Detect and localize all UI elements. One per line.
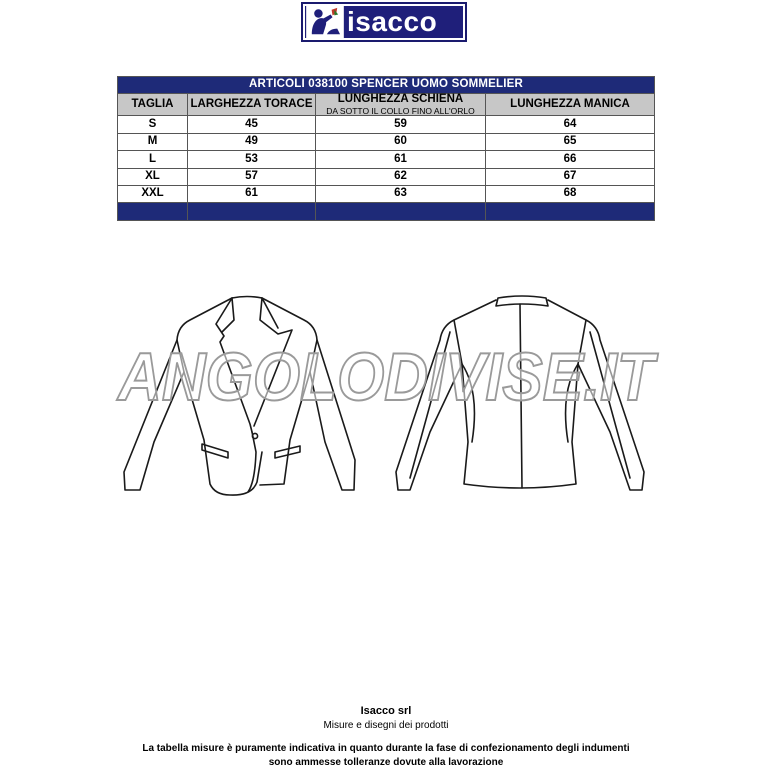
header-lunghezza-label: LUNGHEZZA SCHIENA [337, 93, 464, 106]
cell-chest: 45 [188, 116, 316, 133]
table-footer-band [118, 203, 655, 220]
cell-sleeve: 68 [486, 185, 655, 202]
logo-text: isacco [347, 6, 438, 37]
disclaimer-note [0, 742, 772, 770]
header-lunghezza [316, 94, 486, 116]
disclaimer-line-2: sono ammesse tolleranze dovute alla lavorazione [268, 757, 504, 768]
header-manica: LUNGHEZZA MANICA [486, 94, 655, 116]
table-row [118, 133, 655, 150]
cell-back: 59 [316, 116, 486, 133]
table-row [118, 116, 655, 133]
cell-chest: 53 [188, 151, 316, 168]
company-name: Isacco srl [360, 705, 412, 717]
footer-subtitle: Misure e disegni dei prodotti [323, 720, 449, 731]
column-header-row [118, 94, 655, 116]
cell-size: S [118, 116, 188, 133]
isacco-logo [301, 2, 467, 42]
cell-sleeve: 64 [486, 116, 655, 133]
table-row [118, 151, 655, 168]
disclaimer-line-1: La tabella misure è puramente indicativa in quanto durante la fase di confezionamento degli indumenti [142, 743, 630, 754]
cell-chest: 49 [188, 133, 316, 150]
watermark-text: ANGOLODIVISE.IT [116, 339, 659, 415]
cell-back: 62 [316, 168, 486, 185]
cell-chest: 57 [188, 168, 316, 185]
table-row [118, 185, 655, 202]
header-larghezza: LARGHEZZA TORACE [188, 94, 316, 116]
table-row [118, 168, 655, 185]
watermark [112, 336, 660, 416]
table-title: ARTICOLI 038100 SPENCER UOMO SOMMELIER [118, 77, 655, 94]
size-table [117, 76, 655, 221]
cell-back: 60 [316, 133, 486, 150]
cell-size: XXL [118, 185, 188, 202]
table-title-row [118, 77, 655, 94]
cell-chest: 61 [188, 185, 316, 202]
header-taglia: TAGLIA [118, 94, 188, 116]
cell-back: 61 [316, 151, 486, 168]
cell-back: 63 [316, 185, 486, 202]
cell-sleeve: 65 [486, 133, 655, 150]
logo-mark-icon [305, 6, 345, 38]
cell-size: M [118, 133, 188, 150]
cell-size: L [118, 151, 188, 168]
cell-sleeve: 67 [486, 168, 655, 185]
cell-size: XL [118, 168, 188, 185]
header-lunghezza-sub: DA SOTTO IL COLLO FINO ALL'ORLO [326, 105, 475, 116]
cell-sleeve: 66 [486, 151, 655, 168]
